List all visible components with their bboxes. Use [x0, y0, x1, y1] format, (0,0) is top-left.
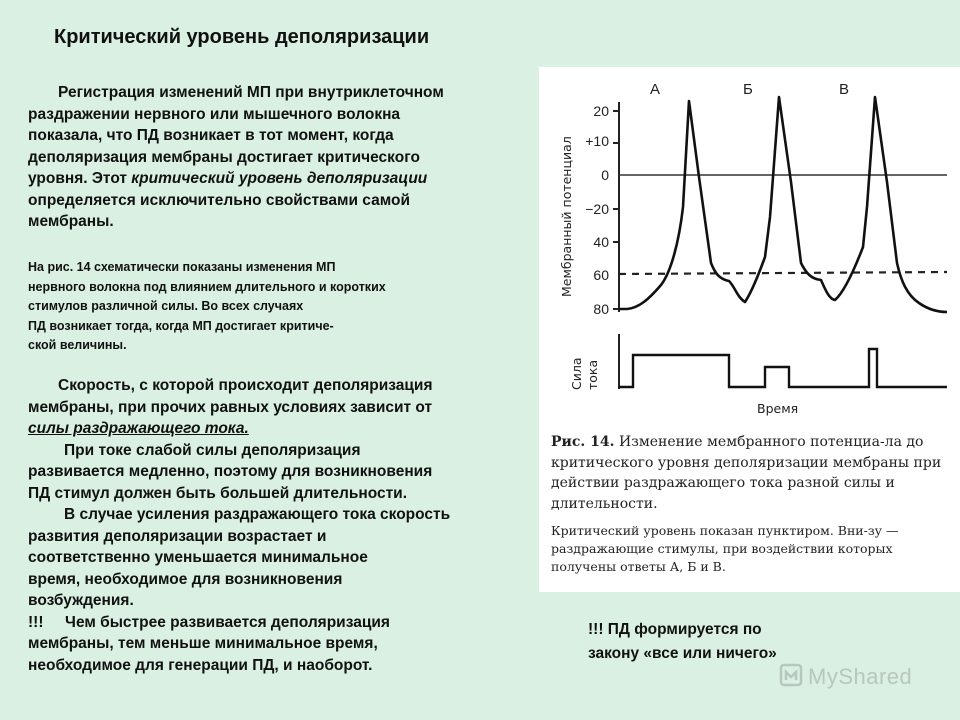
- law-line-2: закону «все или ничего»: [588, 645, 777, 662]
- stimulus-trace: [619, 349, 947, 387]
- p3-line-13: мембраны, тем меньше минимальное время,: [28, 635, 378, 652]
- law-line-1: !!! ПД формируется по: [588, 621, 762, 638]
- p3-mark: !!!: [28, 613, 44, 631]
- p3-line-6: ПД стимул должен быть большей длительности.: [28, 484, 408, 502]
- tick-label-40: 40: [593, 234, 609, 250]
- tick-label-plus10: +10: [585, 133, 609, 149]
- p3-line-10: время, необходимое для возникновения: [28, 570, 343, 588]
- p3-line-4: При токе слабой силы деполяризация: [64, 441, 361, 459]
- p1-line-3: показала, что ПД возникает в тот момент, когда: [28, 127, 394, 144]
- tick-label-minus20: −20: [585, 201, 609, 217]
- caption-figure-number: Рис. 14.: [551, 434, 615, 450]
- p1-line-7: мембраны.: [28, 213, 114, 230]
- p3-underlined-term: силы раздражающего тока.: [28, 420, 249, 437]
- p1-line-1: Регистрация изменений МП при внутриклеточном: [58, 84, 444, 101]
- tick-label-20: 20: [593, 103, 609, 119]
- paragraph-figure-reference: [28, 258, 533, 356]
- x-axis-label: Время: [757, 401, 799, 416]
- figure-14: [539, 67, 960, 592]
- watermark-icon: [778, 662, 804, 688]
- tick-label-60: 60: [593, 267, 609, 283]
- p1-line-4: деполяризация мембраны достигает критического: [28, 148, 420, 166]
- p3-line-14: необходимое для генерации ПД, и наоборот.: [28, 656, 373, 674]
- stimulus-label-1: Сила: [569, 357, 584, 390]
- column-label-b: Б: [743, 81, 753, 98]
- page-title: Критический уровень деполяризации: [54, 26, 430, 48]
- caption-note: Критический уровень показан пунктиром. Вни-зу — раздражающие стимулы, при воздействии которых получены ответы А, Б и В.: [551, 523, 899, 574]
- p2-line-2: нервного волокна под влиянием длительного и коротких: [28, 279, 386, 294]
- p3-line-11: возбуждения.: [28, 592, 134, 609]
- p1-line-2: раздражении нервного или мышечного волокна: [28, 105, 401, 123]
- p3-line-5: развивается медленно, поэтому для возникновения: [28, 463, 433, 480]
- column-label-a: А: [650, 81, 661, 98]
- p1-line-6: определяется исключительно свойствами самой: [28, 191, 410, 209]
- membrane-potential-trace: [619, 97, 947, 312]
- p2-line-3: стимулов различной силы. Во всех случаях: [28, 299, 304, 313]
- stimulus-label-2: тока: [585, 359, 600, 390]
- y-axis-label: Мембранный потенциал: [559, 136, 574, 297]
- tick-label-0: 0: [601, 167, 609, 183]
- p2-line-5: ской величины.: [28, 338, 127, 352]
- membrane-potential-diagram: [539, 67, 960, 427]
- paragraph-registration: [28, 82, 533, 233]
- p2-line-1: На рис. 14 схематически показаны изменения МП: [28, 260, 336, 274]
- p1-line-5a: уровня. Этот: [28, 170, 132, 187]
- p3-line-8: развития деполяризации возрастает и: [28, 527, 327, 545]
- p2-line-4: ПД возникает тогда, когда МП достигает критиче-: [28, 318, 334, 333]
- p3-line-12: Чем быстрее развивается деполяризация: [65, 613, 390, 631]
- p1-italic-term: критический уровень деполяризации: [131, 170, 428, 187]
- caption-main-text: Изменение мембранного потенциа-ла до критического уровня деполяризации мембраны при действии раздражающего тока разной силы и длительности.: [551, 434, 942, 512]
- all-or-nothing-note: [588, 618, 888, 666]
- column-label-v: В: [839, 81, 850, 98]
- p3-line-1: Скорость, с которой происходит деполяризация: [58, 377, 433, 394]
- p3-line-7: В случае усиления раздражающего тока скорость: [64, 506, 451, 523]
- figure-caption: [551, 432, 951, 576]
- p3-line-2: мембраны, при прочих равных условиях зависит от: [28, 398, 433, 416]
- paragraph-depolarization-speed: [28, 375, 533, 676]
- watermark-text: MyShared: [808, 664, 913, 689]
- tick-label-80: 80: [593, 301, 609, 317]
- p3-line-9: соответственно уменьшается минимальное: [28, 549, 368, 566]
